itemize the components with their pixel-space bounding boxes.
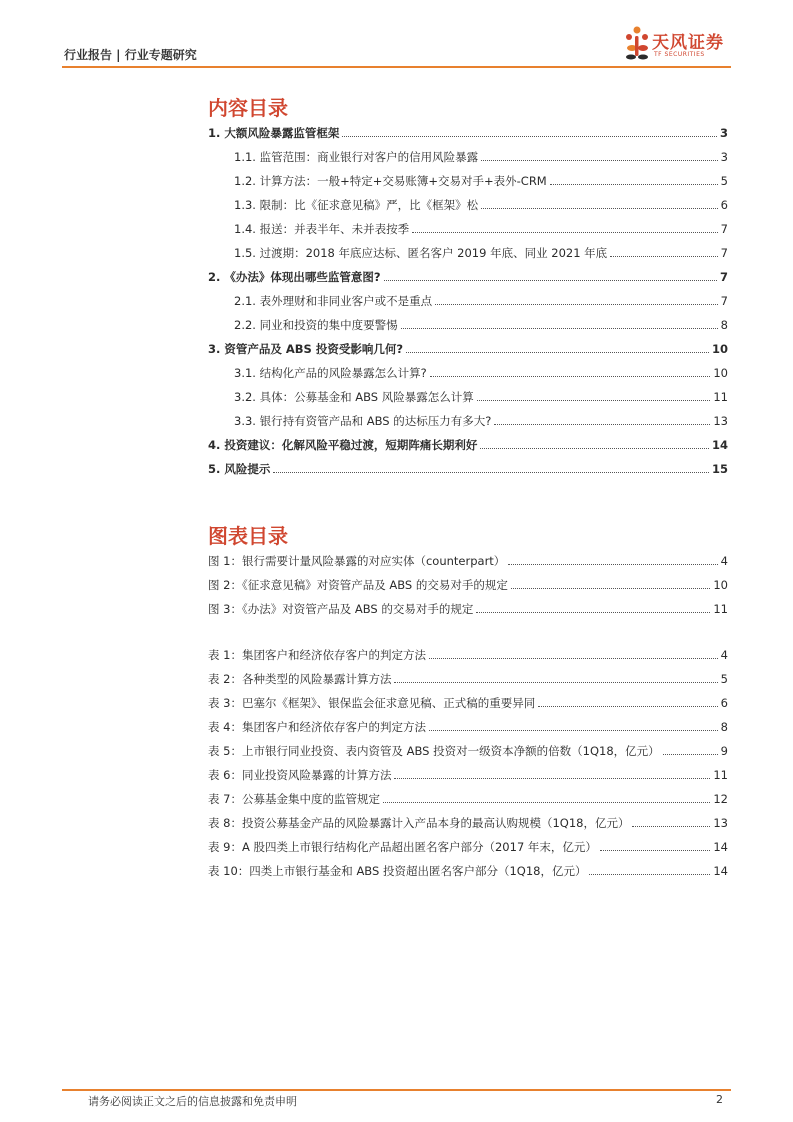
figure-entry-text: 图 1：银行需要计量风险暴露的对应实体（counterpart） [208, 554, 506, 568]
toc-entry[interactable] [234, 364, 728, 380]
table-entry-page: 11 [713, 768, 728, 782]
toc-entry-page: 7 [719, 270, 728, 284]
table-entry-page: 4 [720, 648, 728, 662]
leader-dots [412, 232, 718, 233]
table-entry[interactable] [208, 742, 728, 758]
leader-dots [430, 376, 711, 377]
table-entry-text: 表 8：投资公募基金产品的风险暴露计入产品本身的最高认购规模（1Q18，亿元） [208, 816, 630, 830]
toc-entry-text: 1.2. 计算方法：一般+特定+交易账簿+交易对手+表外-CRM [234, 174, 547, 188]
table-entry-text: 表 5：上市银行同业投资、表内资管及 ABS 投资对一级资本净额的倍数（1Q18，亿元） [208, 744, 660, 758]
toc-entry-text: 1.4. 报送：并表半年、未并表按季 [234, 222, 410, 236]
page-number: 2 [716, 1093, 723, 1106]
table-entry[interactable] [208, 694, 728, 710]
toc-entry[interactable] [234, 388, 728, 404]
toc-entry-page: 10 [713, 366, 728, 380]
toc-entry-text: 3. 资管产品及 ABS 投资受影响几何? [208, 342, 403, 356]
leader-dots [481, 208, 718, 209]
toc-entry[interactable] [234, 412, 728, 428]
leader-dots [429, 730, 718, 731]
leader-dots [384, 280, 717, 281]
toc-entry-text: 1.5. 过渡期：2018 年底应达标、匿名客户 2019 年底、同业 2021 年底 [234, 246, 608, 260]
leader-dots [511, 588, 710, 589]
figure-entry-page: 10 [713, 578, 728, 592]
table-entry-page: 8 [720, 720, 728, 734]
header-section-label: 行业报告 | 行业专题研究 [64, 48, 197, 62]
table-entry-page: 12 [713, 792, 728, 806]
toc-entry-page: 15 [711, 462, 728, 476]
leader-dots [610, 256, 717, 257]
toc-entry[interactable] [234, 220, 728, 236]
logo-text-en: TF SECURITIES [654, 51, 705, 58]
toc-entry[interactable] [234, 196, 728, 212]
toc-entry-page: 7 [720, 246, 728, 260]
table-entry-page: 5 [720, 672, 728, 686]
toc-entry[interactable] [234, 244, 728, 260]
toc-entry[interactable] [234, 316, 728, 332]
leader-dots [508, 564, 717, 565]
table-entry[interactable] [208, 766, 728, 782]
table-entry[interactable] [208, 718, 728, 734]
leader-dots [273, 472, 709, 473]
leader-dots [589, 874, 710, 875]
toc-entry-page: 3 [719, 126, 728, 140]
leader-dots [394, 682, 717, 683]
toc-entry-text: 1.3. 限制：比《征求意见稿》严，比《框架》松 [234, 198, 479, 212]
toc-entry-page: 14 [711, 438, 728, 452]
table-entry-page: 14 [713, 864, 728, 878]
toc-entry[interactable] [234, 292, 728, 308]
leader-dots [383, 802, 710, 803]
leader-dots [538, 706, 717, 707]
toc-entry-page: 11 [713, 390, 728, 404]
toc-entry-page: 7 [720, 222, 728, 236]
company-logo [622, 22, 737, 64]
table-entry[interactable] [208, 838, 728, 854]
toc-entry[interactable] [234, 148, 728, 164]
leader-dots [476, 612, 710, 613]
figure-entry[interactable] [208, 576, 728, 592]
figure-entry[interactable] [208, 600, 728, 616]
toc-entry-text: 2.2. 同业和投资的集中度要警惕 [234, 318, 398, 332]
toc-entry-text: 2. 《办法》体现出哪些监管意图? [208, 270, 381, 284]
table-entry[interactable] [208, 862, 728, 878]
leader-dots [435, 304, 718, 305]
toc-entry-text: 4. 投资建议：化解风险平稳过渡，短期阵痛长期利好 [208, 438, 478, 452]
toc-entry-text: 2.1. 表外理财和非同业客户或不是重点 [234, 294, 433, 308]
leader-dots [401, 328, 718, 329]
toc-entry[interactable] [234, 172, 728, 188]
figures-title: 图表目录 [208, 524, 288, 548]
table-entry[interactable] [208, 790, 728, 806]
table-entry-text: 表 10：四类上市银行基金和 ABS 投资超出匿名客户部分（1Q18，亿元） [208, 864, 587, 878]
toc-entry-text: 3.3. 银行持有资管产品和 ABS 的达标压力有多大? [234, 414, 492, 428]
table-entry-page: 6 [720, 696, 728, 710]
figure-entry-page: 11 [713, 602, 728, 616]
leader-dots [477, 400, 711, 401]
footer-disclaimer: 请务必阅读正文之后的信息披露和免责申明 [88, 1095, 297, 1108]
leader-dots [550, 184, 718, 185]
table-entry-text: 表 1：集团客户和经济依存客户的判定方法 [208, 648, 426, 662]
toc-title: 内容目录 [208, 96, 288, 120]
leader-dots [342, 136, 717, 137]
figure-entry-text: 图 3：《办法》对资管产品及 ABS 的交易对手的规定 [208, 602, 474, 616]
leader-dots [632, 826, 710, 827]
leader-dots [600, 850, 710, 851]
leader-dots [481, 160, 718, 161]
toc-entry-page: 8 [720, 318, 728, 332]
table-entry-text: 表 7：公募基金集中度的监管规定 [208, 792, 380, 806]
leader-dots [480, 448, 709, 449]
toc-entry[interactable] [208, 124, 728, 140]
toc-entry-text: 3.2. 具体：公募基金和 ABS 风险暴露怎么计算 [234, 390, 474, 404]
table-entry-text: 表 3：巴塞尔《框架》、银保监会征求意见稿、正式稿的重要异同 [208, 696, 536, 710]
toc-entry[interactable] [208, 460, 728, 476]
table-entry[interactable] [208, 646, 728, 662]
flower-logo-icon [622, 24, 652, 64]
table-entry-page: 14 [713, 840, 728, 854]
table-entry-page: 13 [713, 816, 728, 830]
toc-entry-text: 1. 大额风险暴露监管框架 [208, 126, 340, 140]
toc-entry-page: 7 [720, 294, 728, 308]
toc-entry-page: 10 [711, 342, 728, 356]
leader-dots [494, 424, 710, 425]
leader-dots [406, 352, 709, 353]
leader-dots [663, 754, 718, 755]
table-entry-text: 表 6：同业投资风险暴露的计算方法 [208, 768, 392, 782]
toc-entry-text: 1.1. 监管范围：商业银行对客户的信用风险暴露 [234, 150, 479, 164]
figure-entry-page: 4 [720, 554, 728, 568]
toc-entry[interactable] [208, 436, 728, 452]
table-entry[interactable] [208, 814, 728, 830]
table-entry-text: 表 9：A 股四类上市银行结构化产品超出匿名客户部分（2017 年末，亿元） [208, 840, 597, 854]
header-divider [62, 66, 731, 68]
toc-entry-text: 3.1. 结构化产品的风险暴露怎么计算? [234, 366, 427, 380]
logo-text-cn: 天风证券 [652, 33, 724, 53]
leader-dots [394, 778, 710, 779]
table-entry-text: 表 4：集团客户和经济依存客户的判定方法 [208, 720, 426, 734]
table-entry-text: 表 2：各种类型的风险暴露计算方法 [208, 672, 392, 686]
table-entry[interactable] [208, 670, 728, 686]
toc-entry-page: 13 [713, 414, 728, 428]
leader-dots [429, 658, 718, 659]
toc-entry-page: 3 [720, 150, 728, 164]
toc-entry[interactable] [208, 340, 728, 356]
table-entry-page: 9 [720, 744, 728, 758]
toc-entry-page: 5 [720, 174, 728, 188]
figure-entry-text: 图 2：《征求意见稿》对资管产品及 ABS 的交易对手的规定 [208, 578, 508, 592]
figure-entry[interactable] [208, 552, 728, 568]
toc-entry[interactable] [208, 268, 728, 284]
toc-entry-text: 5. 风险提示 [208, 462, 271, 476]
footer-divider [62, 1089, 731, 1091]
toc-entry-page: 6 [720, 198, 728, 212]
